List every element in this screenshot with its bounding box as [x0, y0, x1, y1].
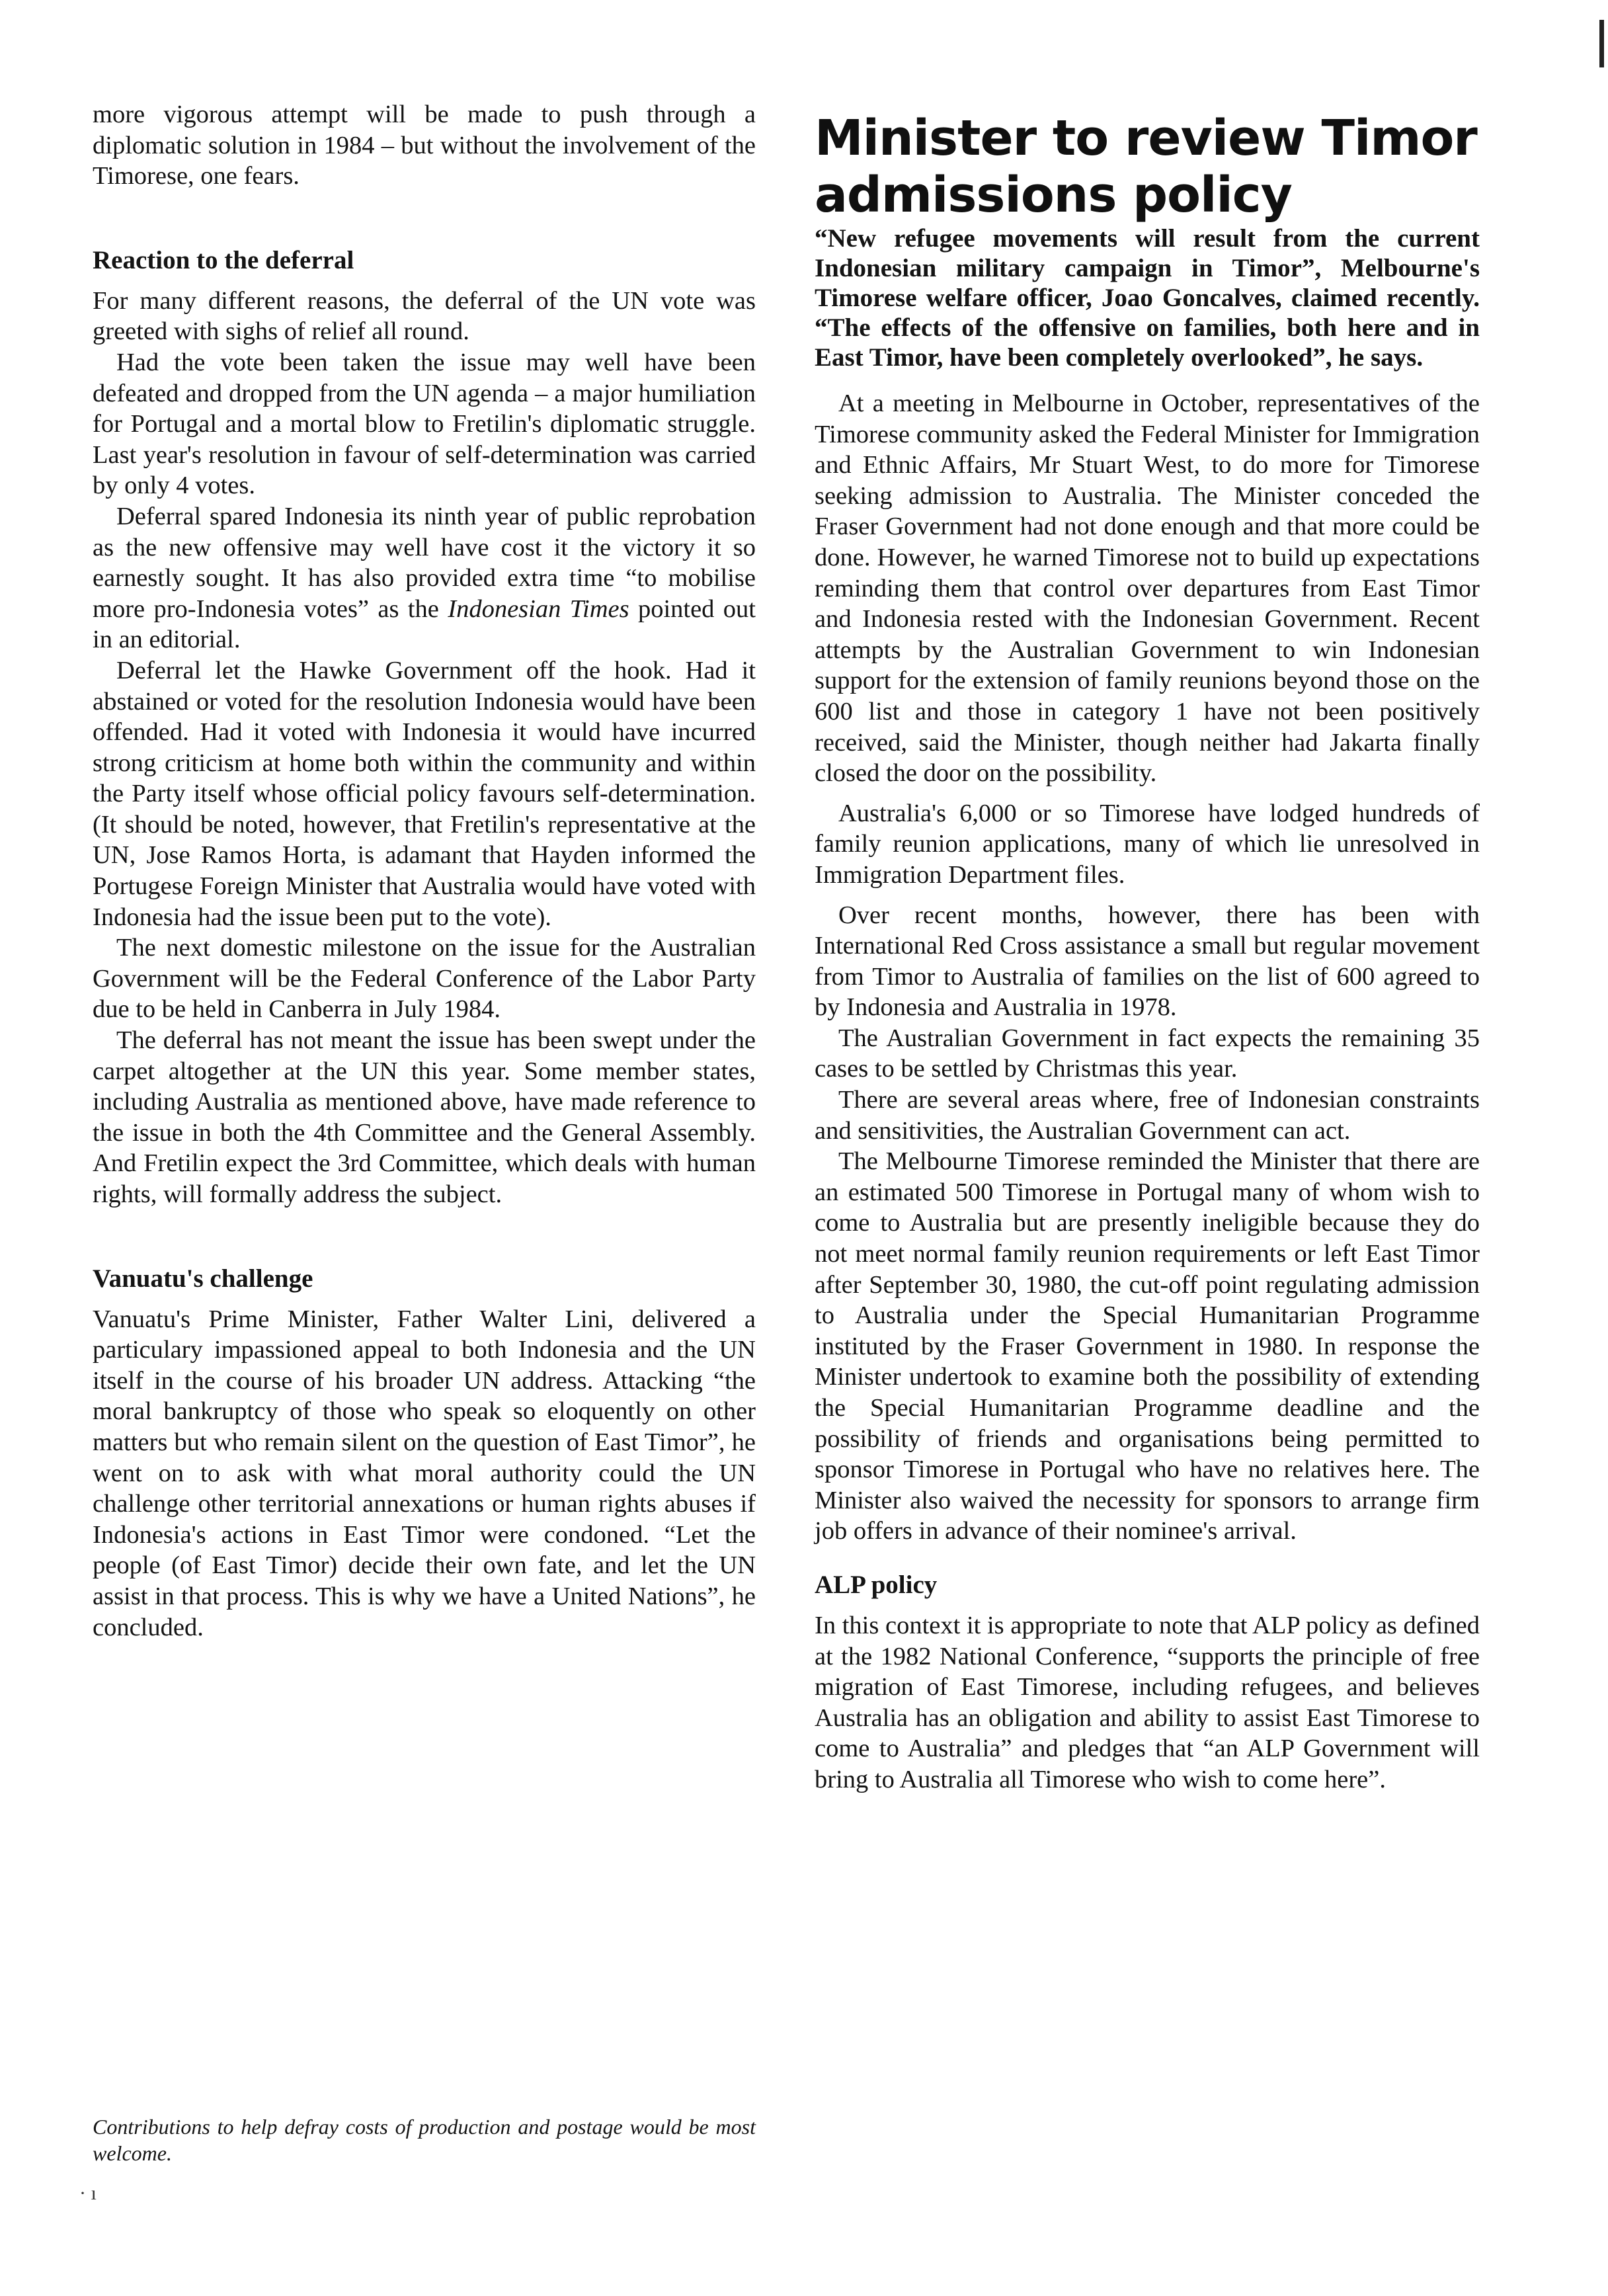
article-paragraph-1: At a meeting in Melbourne in October, representatives of the Timorese community asked the Federal Minister for Immigration and Ethnic Affairs, Mr Stuart West, to do more for Timorese seeking admission to Australia. The Minister conceded the Fraser Government had not done enough and that more could be done. However, he warned Timorese not to build up expectations reminding them that control over departures from East Timor and Indonesia rested with the Indonesian Government. Recent attempts by the Australian Government to win Indonesian support for the extension of family reunions beyond those on the 600 list and those in category 1 have not been positively received, said the Minister, though neither had Jakarta finally closed the door on the possibility.: [815, 390, 1480, 788]
reaction-paragraph-3-text: Deferral spared Indonesia its ninth year of public reprobation as the new offensive may well have cost it the victory it so earnestly sought. It has also provided extra time “to mobilise more pro-Indonesia votes” as the: [93, 502, 756, 623]
heading-reaction-to-deferral: Reaction to the deferral: [93, 245, 354, 274]
left-intro: more vigorous attempt will be made to push through a diplomatic solution in 1984 – but without the involvement of the Timorese, one fears.: [93, 101, 756, 190]
right-column: [815, 224, 1480, 1795]
page-edge-mark: [1599, 20, 1604, 67]
left-column: [93, 99, 756, 1643]
article-paragraph-4: The Australian Government in fact expects the remaining 35 cases to be settled by Christmas this year.: [815, 1024, 1480, 1083]
alp-policy-paragraph: In this context it is appropriate to note that ALP policy as defined at the 1982 National Conference, “supports the principle of free migration of East Timorese, including refugees, and believes Australia has an obligation and ability to assist East Timorese to come to Australia” and pledges that “an ALP Government will bring to Australia all Timorese who wish to come here”.: [815, 1611, 1480, 1793]
reaction-paragraph-5: The next domestic milestone on the issue for the Australian Government will be the Federal Conference of the Labor Party due to be held in Canberra in July 1984.: [93, 934, 756, 1024]
vanuatu-paragraph: Vanuatu's Prime Minister, Father Walter Lini, delivered a particulary impassioned appeal to both Indonesia and the UN itself in the course of his broader UN address. Attacking “the moral bankruptcy of those who speak so eloquently on other matters but who remain silent on the question of East Timor”, he went on to ask with what moral authority could the UN challenge other territorial annexations or human rights abuses if Indonesia's actions in East Timor were condoned. “Let the people (of East Timor) decide their own fate, and let the UN assist in that process. This is why we have a United Nations”, he concluded.: [93, 1305, 756, 1641]
contributions-footnote: Contributions to help defray costs of production and postage would be most welcome.: [93, 2115, 756, 2165]
article-paragraph-6: The Melbourne Timorese reminded the Minister that there are an estimated 500 Timorese in Portugal many of whom wish to come to Australia but are presently ineligible because they do not meet normal family reunion requirements or left East Timor after September 30, 1980, the cut-off point regulating admission to Australia under the Special Humanitarian Programme instituted by the Fraser Government in 1980. In response the Minister undertook to examine both the possibility of extending the Special Humanitarian Programme deadline and the possibility of friends and organisations being permitted to sponsor Timorese in Portugal who have no relatives here. The Minister also waived the necessity for sponsors to arrange firm job offers in advance of their nominee's arrival.: [815, 1147, 1480, 1545]
reaction-paragraph-1: For many different reasons, the deferral of the UN vote was greeted with sighs of relief all round.: [93, 286, 756, 346]
indonesian-times-title: Indonesian Times: [448, 594, 629, 623]
reaction-paragraph-2: Had the vote been taken the issue may well have been defeated and dropped from the UN agenda – a major humiliation for Portugal and a mortal blow to Fretilin's diplomatic struggle. Last year's resolution in favour of self-determination was carried by only 4 votes.: [93, 348, 756, 500]
page-marks: · ı: [79, 2182, 97, 2204]
reaction-paragraph-3: [93, 501, 756, 655]
heading-alp-policy: ALP policy: [815, 1570, 938, 1599]
article-standfirst: “New refugee movements will result from the current Indonesian military campaign in Timor”, Melbourne's Timorese welfare officer, Joao Goncalves, claimed recently. “The effects of the offensive on families, both here and in East Timor, have been completely overlooked”, he says.: [815, 224, 1480, 372]
reaction-paragraph-6: The deferral has not meant the issue has been swept under the carpet altogether at the UN this year. Some member states, including Australia as mentioned above, have made reference to the issue in both the 4th Committee and the General Assembly. And Fretilin expect the 3rd Committee, which deals with human rights, will formally address the subject.: [93, 1026, 756, 1208]
article-paragraph-2: Australia's 6,000 or so Timorese have lodged hundreds of family reunion applications, many of which lie unresolved in Immigration Department files.: [815, 799, 1480, 889]
article-paragraph-5: There are several areas where, free of Indonesian constraints and sensitivities, the Australian Government can act.: [815, 1086, 1480, 1145]
article-paragraph-3: Over recent months, however, there has been with International Red Cross assistance a small but regular movement from Timor to Australia of families on the list of 600 agreed to by Indonesia and Australia in 1978.: [815, 901, 1480, 1022]
article-headline: Minister to review Timor admissions policy: [815, 110, 1477, 224]
heading-vanuatu-challenge: Vanuatu's challenge: [93, 1264, 313, 1293]
reaction-paragraph-4: Deferral let the Hawke Government off the hook. Had it abstained or voted for the resolution Indonesia would have been offended. Had it voted with Indonesia it would have incurred strong criticism at home both within the community and within the Party itself whose official policy favours self-determination. (It should be noted, however, that Fretilin's representative at the UN, Jose Ramos Horta, is adamant that Hayden informed the Portugese Foreign Minister that Australia would have voted with Indonesia had the issue been put to the vote).: [93, 656, 756, 931]
reaction-paragraph-3-tail: pointed out in an editorial.: [93, 594, 756, 654]
